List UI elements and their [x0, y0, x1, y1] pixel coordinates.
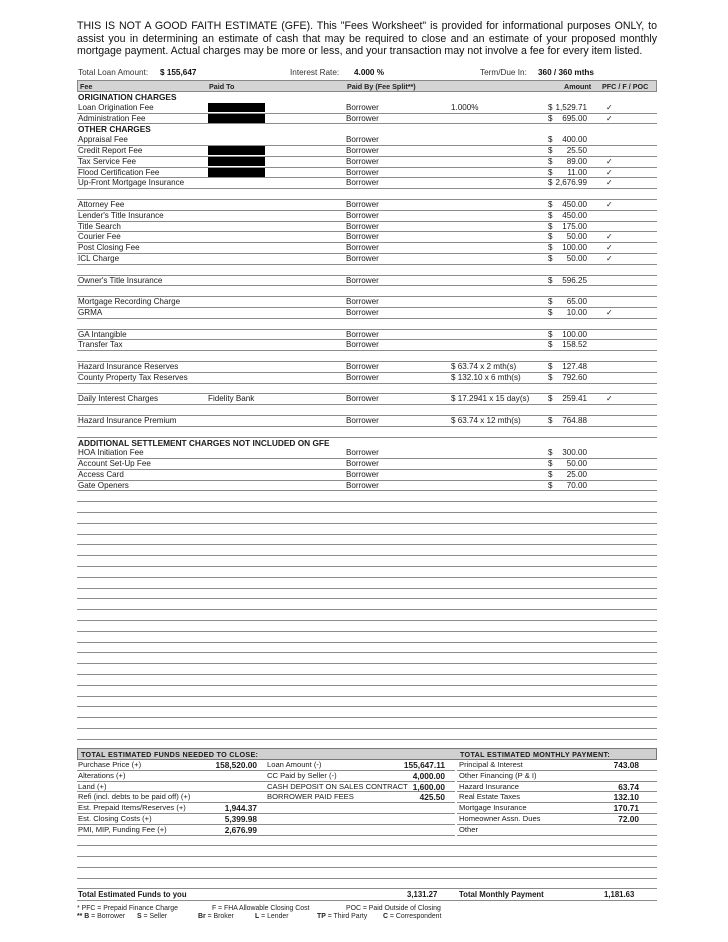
- check-icon: ✓: [606, 307, 613, 317]
- blank-ruled-line: [77, 556, 657, 567]
- dollar-sign: $: [548, 102, 553, 112]
- fee-row: [77, 114, 657, 125]
- legend-key: Br: [198, 913, 206, 920]
- fee-split: $ 132.10 x 6 mth(s): [451, 372, 521, 382]
- monthly-item-value: 743.08: [613, 760, 639, 770]
- fee-amount: 25.00: [566, 469, 587, 479]
- fee-row: [77, 394, 657, 405]
- blank-ruled-line: [77, 686, 657, 697]
- legend-entry: S = Seller: [137, 913, 168, 920]
- fee-name: Transfer Tax: [78, 340, 123, 350]
- paid-by: Borrower: [346, 178, 379, 188]
- fee-name: HOA Initiation Fee: [78, 448, 144, 458]
- legend-key: ** B: [77, 913, 90, 920]
- column-fee: Fee: [80, 82, 93, 91]
- paid-by: Borrower: [346, 199, 379, 209]
- check-icon: ✓: [606, 394, 613, 404]
- total-funds-value: 3,131.27: [407, 890, 438, 899]
- fee-name: Mortgage Recording Charge: [78, 297, 181, 307]
- fee-table: [77, 92, 657, 740]
- legend: [77, 905, 657, 921]
- fee-amount: 695.00: [562, 113, 587, 123]
- dollar-sign: $: [548, 156, 553, 166]
- term-label: Term/Due In:: [480, 68, 527, 77]
- dollar-sign: $: [548, 167, 553, 177]
- spacer-row: [77, 189, 657, 200]
- fee-name: Flood Certification Fee: [78, 167, 160, 177]
- column-paid-by: Paid By (Fee Split**): [347, 82, 416, 91]
- fee-name: Account Set-Up Fee: [78, 459, 151, 469]
- blank-ruled-line: [77, 675, 657, 686]
- check-icon: ✓: [606, 253, 613, 263]
- dollar-sign: $: [548, 232, 553, 242]
- fee-name: Hazard Insurance Premium: [78, 415, 177, 425]
- dollar-sign: $: [548, 221, 553, 231]
- redacted-paid-to: [208, 114, 265, 123]
- fee-row: [77, 243, 657, 254]
- interest-rate-value: 4.000 %: [354, 68, 385, 77]
- paid-by: Borrower: [346, 307, 379, 317]
- legend-key: L: [255, 913, 260, 920]
- total-monthly-value: 1,181.63: [604, 890, 635, 899]
- fee-name: Attorney Fee: [78, 199, 125, 209]
- funds-item-label: Purchase Price (+): [78, 760, 142, 769]
- funds-credit-value: 4,000.00: [412, 770, 445, 781]
- blank-ruled-line: [77, 653, 657, 664]
- dollar-sign: $: [548, 135, 553, 145]
- totals-row: [77, 782, 657, 793]
- section-heading: ADDITIONAL SETTLEMENT CHARGES NOT INCLUDED ON GFE: [78, 437, 330, 448]
- fee-row: [77, 373, 657, 384]
- totals-header: [77, 748, 657, 760]
- blank-ruled-line: [77, 599, 657, 610]
- loan-amount-value: $ 155,647: [160, 68, 197, 77]
- funds-item-label: Est. Closing Costs (+): [78, 813, 152, 823]
- dollar-sign: $: [548, 145, 553, 155]
- fee-row: [77, 178, 657, 189]
- legend-key: TP: [317, 913, 326, 920]
- paid-by: Borrower: [346, 361, 379, 371]
- fee-name: Access Card: [78, 469, 124, 479]
- check-icon: ✓: [606, 232, 613, 242]
- fee-amount: 50.00: [566, 459, 587, 469]
- fee-amount: 89.00: [566, 156, 587, 166]
- paid-by: Borrower: [346, 469, 379, 479]
- monthly-item-label: Principal & Interest: [459, 760, 523, 769]
- paid-by: Borrower: [346, 297, 379, 307]
- paid-by: Borrower: [346, 329, 379, 339]
- redacted-paid-to: [208, 168, 265, 177]
- fee-amount: 50.00: [566, 253, 587, 263]
- funds-item-label: Land (+): [78, 781, 107, 791]
- dollar-sign: $: [548, 448, 553, 458]
- blank-ruled-line: [77, 578, 657, 589]
- blank-ruled-line: [77, 707, 657, 718]
- spacer-row: [77, 384, 657, 395]
- blank-ruled-line: [77, 567, 657, 578]
- blank-ruled-line: [77, 697, 657, 708]
- monthly-payment-title: TOTAL ESTIMATED MONTHLY PAYMENT:: [460, 750, 611, 759]
- dollar-sign: $: [548, 275, 553, 285]
- paid-by: Borrower: [346, 232, 379, 242]
- redacted-paid-to: [208, 103, 265, 112]
- paid-by: Borrower: [346, 145, 379, 155]
- blank-ruled-line: [77, 632, 657, 643]
- fee-row: [77, 135, 657, 146]
- fee-amount: 158.52: [562, 340, 587, 350]
- fee-amount: 65.00: [566, 297, 587, 307]
- fee-row: [77, 103, 657, 114]
- funds-item-value: 158,520.00: [215, 760, 257, 770]
- dollar-sign: $: [548, 297, 553, 307]
- check-icon: ✓: [606, 199, 613, 209]
- monthly-item-value: 72.00: [618, 813, 639, 824]
- blank-ruled-line: [77, 643, 657, 654]
- fee-amount: 259.41: [562, 394, 587, 404]
- totals-row: [77, 857, 657, 868]
- fee-amount: 2,676.99: [555, 178, 587, 188]
- dollar-sign: $: [548, 253, 553, 263]
- paid-by: Borrower: [346, 340, 379, 350]
- check-icon: ✓: [606, 167, 613, 177]
- fee-amount: 300.00: [562, 448, 587, 458]
- fee-name: Hazard Insurance Reserves: [78, 361, 179, 371]
- fee-name: Up-Front Mortgage Insurance: [78, 178, 185, 188]
- fee-row: [77, 157, 657, 168]
- grand-totals-row: [77, 888, 657, 901]
- legend-entry: C = Correspondent: [383, 913, 442, 920]
- legend-fha: F = FHA Allowable Closing Cost: [212, 905, 310, 912]
- funds-credit-value: 1,600.00: [412, 781, 445, 792]
- paid-by: Borrower: [346, 448, 379, 458]
- legend-entry: Br = Broker: [198, 913, 234, 920]
- fee-row: [77, 297, 657, 308]
- fee-name: Owner's Title Insurance: [78, 275, 163, 285]
- fee-row: [77, 146, 657, 157]
- paid-by: Borrower: [346, 167, 379, 177]
- fee-name: Daily Interest Charges: [78, 394, 159, 404]
- fee-row: [77, 254, 657, 265]
- column-amount: Amount: [564, 82, 592, 91]
- fee-amount: 11.00: [567, 167, 587, 177]
- blank-ruled-line: [77, 524, 657, 535]
- fee-name: Tax Service Fee: [78, 156, 137, 166]
- legend-poc: POC = Paid Outside of Closing: [346, 905, 441, 912]
- paid-by: Borrower: [346, 135, 379, 145]
- fee-amount: 596.25: [562, 275, 587, 285]
- dollar-sign: $: [548, 415, 553, 425]
- fee-amount: 792.60: [562, 372, 587, 382]
- paid-to: Fidelity Bank: [208, 394, 255, 404]
- fee-name: County Property Tax Reserves: [78, 372, 188, 382]
- dollar-sign: $: [548, 480, 553, 490]
- spacer-row: [77, 405, 657, 416]
- totals-row: [77, 771, 657, 782]
- spacer-row: [77, 427, 657, 438]
- monthly-item-label: Mortgage Insurance: [459, 803, 527, 813]
- fee-name: Loan Origination Fee: [78, 102, 154, 112]
- fee-row: [77, 168, 657, 179]
- fee-row: [77, 416, 657, 427]
- legend-line-1: [77, 905, 657, 913]
- redacted-paid-to: [208, 157, 265, 166]
- paid-by: Borrower: [346, 221, 379, 231]
- fee-split: $ 63.74 x 2 mth(s): [451, 361, 517, 371]
- paid-by: Borrower: [346, 372, 379, 382]
- spacer-row: [77, 319, 657, 330]
- blank-ruled-line: [77, 718, 657, 729]
- paid-by: Borrower: [346, 113, 379, 123]
- fee-name: Lender's Title Insurance: [78, 210, 164, 220]
- column-paid-to: Paid To: [209, 82, 235, 91]
- funds-item-label: Est. Prepaid Items/Reserves (+): [78, 803, 186, 813]
- term-value: 360 / 360 mths: [538, 68, 594, 77]
- check-icon: ✓: [606, 178, 613, 188]
- check-icon: ✓: [606, 102, 613, 112]
- fee-amount: 450.00: [562, 210, 587, 220]
- dollar-sign: $: [548, 199, 553, 209]
- fee-row: [77, 232, 657, 243]
- blank-ruled-line: [77, 664, 657, 675]
- fee-row: [77, 200, 657, 211]
- loan-summary: [77, 68, 657, 80]
- totals-row: [77, 868, 657, 879]
- totals-row: [77, 846, 657, 857]
- totals-row: [77, 760, 657, 771]
- total-funds-label: Total Estimated Funds to you: [78, 890, 187, 899]
- fee-name: Appraisal Fee: [78, 135, 128, 145]
- totals-rows: [77, 760, 657, 879]
- legend-key: C: [383, 913, 388, 920]
- fee-name: Title Search: [78, 221, 121, 231]
- fee-amount: 450.00: [562, 199, 587, 209]
- fee-amount: 175.00: [562, 221, 587, 231]
- fee-name: ICL Charge: [78, 253, 120, 263]
- legend-pfc: * PFC = Prepaid Finance Charge: [77, 905, 178, 912]
- blank-ruled-line: [77, 545, 657, 556]
- monthly-item-value: 63.74: [618, 781, 639, 792]
- fee-split: $ 63.74 x 12 mth(s): [451, 415, 521, 425]
- funds-credit-label: BORROWER PAID FEES: [267, 792, 354, 802]
- fee-row: [77, 340, 657, 351]
- fee-row: [77, 459, 657, 470]
- fee-amount: 100.00: [562, 243, 587, 253]
- total-monthly-label: Total Monthly Payment: [459, 890, 544, 899]
- fee-row: [77, 362, 657, 373]
- fee-amount: 25.50: [566, 145, 587, 155]
- funds-credit-label: CC Paid by Seller (-): [267, 770, 337, 780]
- paid-by: Borrower: [346, 415, 379, 425]
- paid-by: Borrower: [346, 210, 379, 220]
- blank-ruled-line: [77, 729, 657, 740]
- fee-amount: 70.00: [566, 480, 587, 490]
- fee-row: [77, 308, 657, 319]
- fee-name: Administration Fee: [78, 113, 146, 123]
- blank-ruled-line: [77, 535, 657, 546]
- spacer-row: [77, 265, 657, 276]
- blank-ruled-line: [77, 502, 657, 513]
- funds-item-label: Refi (incl. debts to be paid off) (+): [78, 792, 191, 802]
- fee-row: [77, 211, 657, 222]
- fee-amount: 100.00: [562, 329, 587, 339]
- paid-by: Borrower: [346, 102, 379, 112]
- dollar-sign: $: [548, 178, 553, 188]
- redacted-paid-to: [208, 146, 265, 155]
- paid-by: Borrower: [346, 459, 379, 469]
- dollar-sign: $: [548, 307, 553, 317]
- legend-key: S: [137, 913, 142, 920]
- fee-name: GRMA: [78, 307, 103, 317]
- legend-entry: L = Lender: [255, 913, 289, 920]
- fee-table-header: [77, 80, 657, 92]
- legend-entry: ** B = Borrower: [77, 913, 126, 920]
- totals-section: [77, 748, 657, 879]
- interest-rate-label: Interest Rate:: [290, 68, 340, 77]
- totals-row: [77, 792, 657, 803]
- column-pfc: PFC / F / POC: [602, 82, 649, 91]
- fee-name: Courier Fee: [78, 232, 121, 242]
- blank-ruled-line: [77, 513, 657, 524]
- funds-credit-value: 425.50: [419, 792, 445, 803]
- monthly-item-label: Other Financing (P & I): [459, 770, 537, 780]
- legend-entry: TP = Third Party: [317, 913, 368, 920]
- spacer-row: [77, 286, 657, 297]
- fee-amount: 10.00: [566, 307, 587, 317]
- legend-line-2: [77, 913, 657, 921]
- paid-by: Borrower: [346, 156, 379, 166]
- check-icon: ✓: [606, 243, 613, 253]
- totals-row: [77, 825, 657, 836]
- blank-ruled-line: [77, 589, 657, 600]
- totals-row: [77, 803, 657, 814]
- dollar-sign: $: [548, 329, 553, 339]
- fee-amount: 1,529.71: [555, 102, 587, 112]
- dollar-sign: $: [548, 243, 553, 253]
- monthly-item-label: Hazard Insurance: [459, 781, 519, 791]
- dollar-sign: $: [548, 340, 553, 350]
- monthly-item-label: Other: [459, 824, 478, 834]
- funds-credit-label: Loan Amount (-): [267, 760, 322, 769]
- monthly-item-label: Real Estate Taxes: [459, 792, 521, 802]
- funds-credit-label: CASH DEPOSIT ON SALES CONTRACT: [267, 781, 408, 791]
- dollar-sign: $: [548, 394, 553, 404]
- fee-row: [77, 470, 657, 481]
- paid-by: Borrower: [346, 394, 379, 404]
- dollar-sign: $: [548, 469, 553, 479]
- fee-row: [77, 481, 657, 492]
- fee-amount: 50.00: [566, 232, 587, 242]
- blank-ruled-line: [77, 610, 657, 621]
- funds-item-value: 5,399.98: [224, 813, 257, 824]
- fee-name: Credit Report Fee: [78, 145, 143, 155]
- fee-name: Post Closing Fee: [78, 243, 140, 253]
- row-rule: [77, 878, 657, 879]
- fee-row: [77, 222, 657, 233]
- paid-by: Borrower: [346, 243, 379, 253]
- section-heading: ORIGINATION CHARGES: [78, 92, 177, 102]
- fee-amount: 764.88: [562, 415, 587, 425]
- check-icon: ✓: [606, 113, 613, 123]
- funds-to-close-title: TOTAL ESTIMATED FUNDS NEEDED TO CLOSE:: [81, 750, 259, 759]
- dollar-sign: $: [548, 372, 553, 382]
- disclaimer-text: THIS IS NOT A GOOD FAITH ESTIMATE (GFE). This "Fees Worksheet" is provided for informational purposes ONLY, to assist you in determining an estimate of cash that may be required to close and an estimate of your proposed monthly mortgage payment. Actual charges may be more or less, and your transaction may not involve a fee for every item listed.: [77, 20, 657, 58]
- fee-row: [77, 330, 657, 341]
- spacer-row: [77, 351, 657, 362]
- totals-row: [77, 836, 657, 847]
- blank-ruled-line: [77, 621, 657, 632]
- fee-row: [77, 448, 657, 459]
- monthly-item-value: 132.10: [613, 792, 639, 803]
- loan-amount-label: Total Loan Amount:: [78, 68, 149, 77]
- blank-ruled-line: [77, 491, 657, 502]
- monthly-item-label: Homeowner Assn. Dues: [459, 813, 541, 823]
- funds-item-label: Alterations (+): [78, 770, 126, 780]
- fee-name: Gate Openers: [78, 480, 129, 490]
- dollar-sign: $: [548, 361, 553, 371]
- dollar-sign: $: [548, 210, 553, 220]
- funds-credit-value: 155,647.11: [403, 760, 445, 770]
- paid-by: Borrower: [346, 480, 379, 490]
- fee-amount: 400.00: [562, 135, 587, 145]
- section-heading: OTHER CHARGES: [78, 124, 151, 135]
- fee-amount: 127.48: [562, 361, 587, 371]
- funds-item-label: PMI, MIP, Funding Fee (+): [78, 824, 167, 834]
- fee-split: $ 17.2941 x 15 day(s): [451, 394, 530, 404]
- fee-row: [77, 276, 657, 287]
- fee-name: GA Intangible: [78, 329, 127, 339]
- funds-item-value: 1,944.37: [224, 803, 257, 814]
- monthly-item-value: 170.71: [613, 803, 639, 814]
- totals-row: [77, 814, 657, 825]
- fee-split: 1.000%: [451, 102, 479, 112]
- dollar-sign: $: [548, 459, 553, 469]
- paid-by: Borrower: [346, 253, 379, 263]
- dollar-sign: $: [548, 113, 553, 123]
- check-icon: ✓: [606, 156, 613, 166]
- funds-item-value: 2,676.99: [224, 824, 257, 835]
- paid-by: Borrower: [346, 275, 379, 285]
